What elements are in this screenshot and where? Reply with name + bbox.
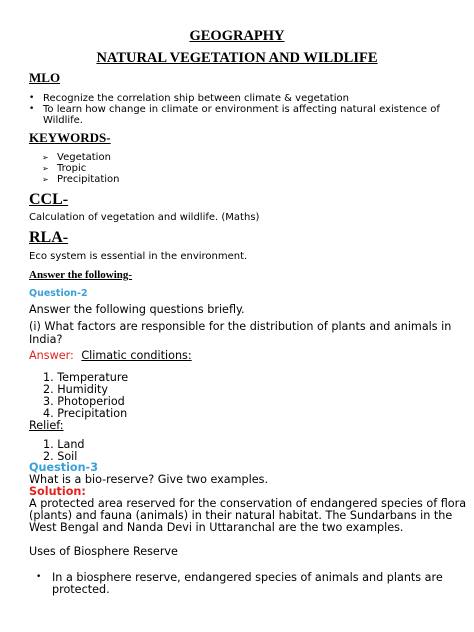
question-2-label: Question-2 [29,288,88,299]
arrow-icon: ➢ [42,153,49,162]
question-3-text: What is a bio-reserve? Give two examples. [29,473,269,486]
arrow-icon: ➢ [42,164,49,173]
page-title: GEOGRAPHY [189,28,285,44]
mlo-heading: MLO [29,70,61,85]
relief-item: 1. Land [43,438,85,451]
relief-item: 2. Soil [43,450,78,463]
answer-label: Answer: [29,349,74,362]
solution-line: (plants) and fauna (animals) in their natural habitat. The Sundarbans in the [29,509,453,522]
answer-following-heading: Answer the following- [29,269,133,281]
keyword-item: Tropic [57,163,87,174]
mlo-item-1: Recognize the correlation ship between climate & vegetation [43,93,349,104]
mlo-item-2: To learn how change in climate or environment is affecting natural existence of [43,104,440,115]
keyword-item: Vegetation [57,152,111,163]
ccl-text: Calculation of vegetation and wildlife. (Maths) [29,212,260,223]
uses-bullet: • [36,572,42,582]
keyword-item: Precipitation [57,174,120,185]
solution-line: A protected area reserved for the conservation of endangered species of flora [29,497,467,510]
keywords-heading: KEYWORDS- [29,130,111,145]
answer-line [29,349,192,362]
question-2-text-cont: India? [29,333,63,346]
mlo-item-2-cont: Wildlife. [43,115,83,126]
rla-text: Eco system is essential in the environment. [29,251,248,262]
uses-item: In a biosphere reserve, endangered species of animals and plants are [52,571,443,584]
question-3-label: Question-3 [29,461,98,474]
question-2-text: (i) What factors are responsible for the distribution of plants and animals in [29,320,452,333]
rla-heading: RLA- [29,229,69,246]
ccl-heading: CCL- [29,191,69,208]
arrow-icon: ➢ [42,175,49,184]
solution-line: West Bengal and Nanda Devi in Uttaranchal are the two examples. [29,521,404,534]
mlo-bullet-1: • [29,93,35,103]
climatic-item: 3. Photoperiod [43,395,125,408]
climatic-item: 1. Temperature [43,371,129,384]
climatic-item: 2. Humidity [43,383,108,396]
uses-heading: Uses of Biosphere Reserve [29,545,178,558]
mlo-bullet-2: • [29,104,35,114]
climatic-heading: Climatic conditions: [81,349,192,362]
climatic-item: 4. Precipitation [43,407,128,420]
page-subtitle: NATURAL VEGETATION AND WILDLIFE [96,50,378,66]
uses-item-cont: protected. [52,583,110,596]
relief-heading: Relief: [29,419,64,432]
solution-label: Solution: [29,485,86,498]
question-2-instruction: Answer the following questions briefly. [29,303,245,316]
